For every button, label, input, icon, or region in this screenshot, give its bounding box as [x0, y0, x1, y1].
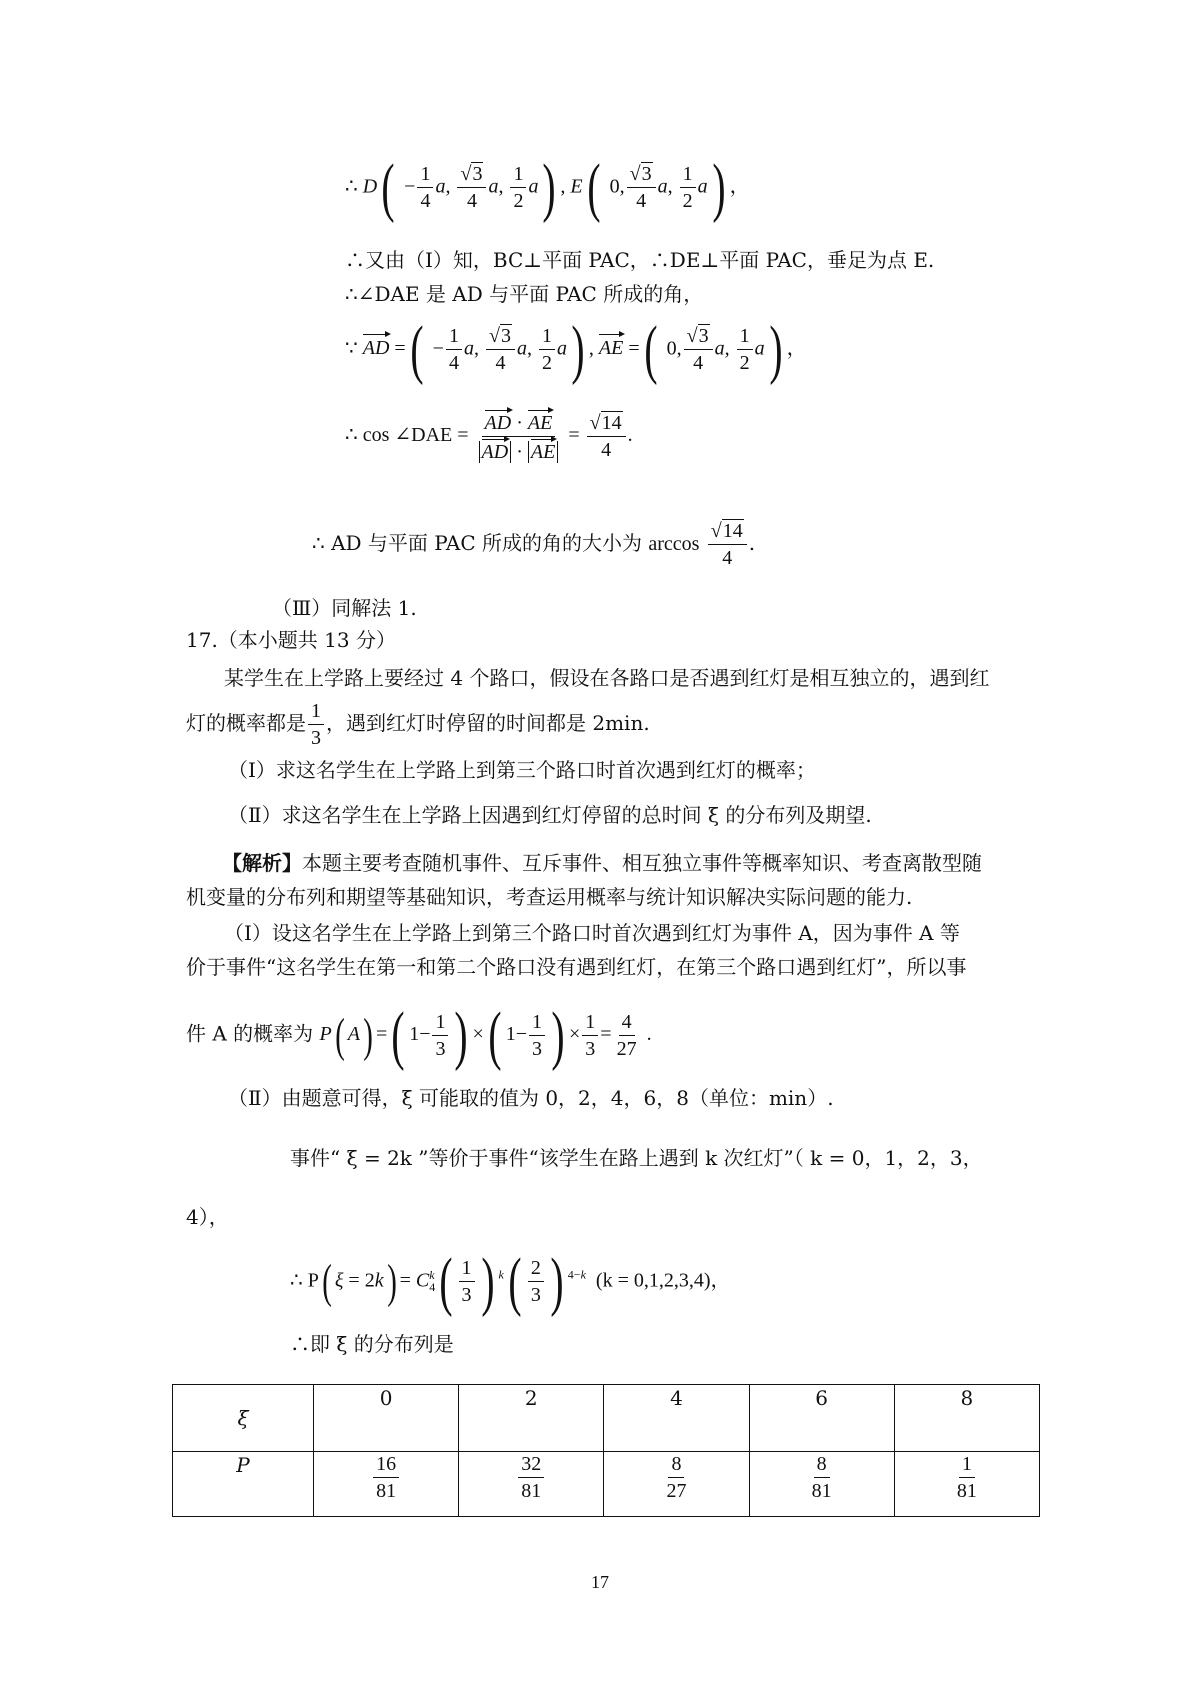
solution-i-line-1: （Ⅰ）设这名学生在上学路上到第三个路口时首次遇到红灯为事件 A，因为事件 A 等 [224, 921, 960, 945]
table-row [173, 1385, 1040, 1452]
analysis-line-1: 【解析】本题主要考查随机事件、互斥事件、相互独立事件等概率知识、考查离散型随 [222, 851, 982, 875]
table-prob-cell: $\frac{16}{81}$ [314, 1452, 459, 1517]
analysis-line-2: 机变量的分布列和期望等基础知识，考查运用概率与统计知识解决实际问题的能力. [186, 885, 913, 909]
cos-dae-formula: ∴ cos ∠DAE = $\frac{AD \cdot AE}{AD \cdot AE}$ = $\frac{√14}{4}$ . [345, 412, 633, 463]
page-number: 17 [591, 1572, 609, 1592]
question-17-text-2: 灯的概率都是 $\frac{1}{3}$ ，遇到红灯时停留的时间都是 2min. [186, 700, 650, 749]
solution-ii-event: 事件“ ξ = 2k ”等价于事件“该学生在路上遇到 k 次红灯”（ k = 0，1，2，3， [290, 1146, 983, 1170]
table-header-value: 6 [749, 1385, 894, 1452]
line-angle-dae: ∴∠DAE 是 AD 与平面 PAC 所成的角， [345, 282, 704, 306]
vectors-AD-AE: ∵ AD =( − $\frac{1}{4}$ a, $\frac{√3}{4}$ a, $\frac{1}{2}$ a) , AE =( 0, $\frac{√3}{4}$ a, $\frac{1}{2}$ a) ， [345, 313, 807, 386]
coords-D-E: ∴ D( − $\frac{1}{4}$ a, $\frac{√3}{4}$ a, $\frac{1}{2}$ a) , E( 0, $\frac{√3}{4}$ a, $\frac{1}{2}$ a) ， [345, 151, 750, 224]
table-header-xi: ξ [173, 1385, 314, 1452]
table-header-value: 4 [604, 1385, 749, 1452]
table-prob-cell: $\frac{8}{81}$ [749, 1452, 894, 1517]
question-17-part-i: （Ⅰ）求这名学生在上学路上到第三个路口时首次遇到红灯的概率； [228, 758, 816, 782]
analysis-tag: 【解析】 [222, 851, 302, 875]
table-prob-cell: $\frac{8}{27}$ [604, 1452, 749, 1517]
table-header-value: 0 [314, 1385, 459, 1452]
question-17-header: 17.（本小题共 13 分） [186, 628, 396, 652]
table-header-value: 8 [894, 1385, 1039, 1452]
table-prob-cell: $\frac{1}{81}$ [894, 1452, 1039, 1517]
distribution-table [172, 1384, 1040, 1517]
table-header-value: 2 [459, 1385, 604, 1452]
distribution-intro: ∴即 ξ 的分布列是 [290, 1332, 454, 1356]
table-row-label-p: P [173, 1452, 314, 1517]
line-perpendicular: ∴又由（Ⅰ）知，BC⊥平面 PAC，∴DE⊥平面 PAC，垂足为点 E. [345, 248, 935, 272]
solution-i-probability: 件 A 的概率为 P( A) =( 1− $\frac{1}{3}$ ) ×( 1− $\frac{1}{3}$ ) × $\frac{1}{3}$ = $\frac{4}{27}$ . [186, 999, 652, 1072]
part-iii-note: （Ⅲ）同解法 1. [272, 596, 417, 620]
angle-result: ∴ AD 与平面 PAC 所成的角的大小为 arccos $\frac{√14}{4}$ . [312, 520, 756, 569]
solution-ii-event-cont: 4）， [186, 1205, 229, 1229]
solution-i-line-2: 价于事件“这名学生在第一和第二个路口没有遇到红灯，在第三个路口遇到红灯”，所以事 [186, 955, 967, 979]
question-17-part-ii: （Ⅱ）求这名学生在上学路上因遇到红灯停留的总时间 ξ 的分布列及期望. [228, 803, 872, 827]
table-prob-cell: $\frac{32}{81}$ [459, 1452, 604, 1517]
table-row [173, 1452, 1040, 1517]
binomial-formula: ∴ P( $\xi = 2k) = C_4^k$( $\frac{1}{3}$ ) $^k$( $\frac{2}{3}$ ) $^{4-k}$ (k = 0,1,2,3,4)， [290, 1245, 731, 1318]
question-17-text-1: 某学生在上学路上要经过 4 个路口，假设在各路口是否遇到红灯是相互独立的，遇到红 [224, 666, 990, 690]
solution-ii-values: （Ⅱ）由题意可得，ξ 可能取的值为 0，2，4，6，8（单位：min）. [228, 1086, 834, 1110]
